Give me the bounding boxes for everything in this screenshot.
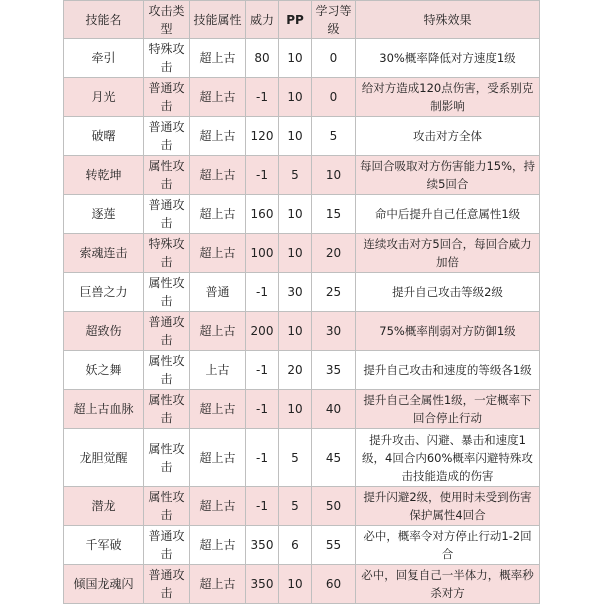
cell-special-effect: 提升自己攻击等级2级 bbox=[356, 273, 540, 312]
cell-pp: 6 bbox=[279, 526, 312, 565]
header-pp: PP bbox=[279, 1, 312, 39]
cell-power: 200 bbox=[246, 312, 279, 351]
cell-skill-name: 转乾坤 bbox=[64, 156, 144, 195]
cell-learn-level: 5 bbox=[312, 117, 356, 156]
cell-skill-name: 潜龙 bbox=[64, 487, 144, 526]
table-header-row bbox=[64, 1, 540, 39]
table-row bbox=[64, 117, 540, 156]
cell-learn-level: 60 bbox=[312, 565, 356, 604]
cell-skill-attribute: 超上古 bbox=[190, 117, 246, 156]
cell-special-effect: 攻击对方全体 bbox=[356, 117, 540, 156]
cell-special-effect: 连续攻击对方5回合，每回合威力加倍 bbox=[356, 234, 540, 273]
cell-learn-level: 30 bbox=[312, 312, 356, 351]
cell-attack-type: 属性攻击 bbox=[144, 273, 190, 312]
cell-pp: 5 bbox=[279, 487, 312, 526]
cell-skill-attribute: 超上古 bbox=[190, 390, 246, 429]
cell-power: -1 bbox=[246, 78, 279, 117]
table-row bbox=[64, 526, 540, 565]
cell-skill-attribute: 超上古 bbox=[190, 195, 246, 234]
cell-power: 80 bbox=[246, 39, 279, 78]
cell-special-effect: 必中，概率令对方停止行动1-2回合 bbox=[356, 526, 540, 565]
cell-attack-type: 属性攻击 bbox=[144, 487, 190, 526]
cell-power: -1 bbox=[246, 351, 279, 390]
skill-table-container bbox=[63, 0, 539, 604]
cell-skill-attribute: 超上古 bbox=[190, 312, 246, 351]
cell-attack-type: 属性攻击 bbox=[144, 429, 190, 487]
cell-special-effect: 必中，回复自己一半体力，概率秒杀对方 bbox=[356, 565, 540, 604]
cell-skill-name: 破曙 bbox=[64, 117, 144, 156]
cell-pp: 5 bbox=[279, 429, 312, 487]
header-attack-type: 攻击类型 bbox=[144, 1, 190, 39]
table-body bbox=[64, 39, 540, 604]
cell-learn-level: 0 bbox=[312, 78, 356, 117]
cell-skill-name: 千军破 bbox=[64, 526, 144, 565]
cell-power: 100 bbox=[246, 234, 279, 273]
cell-pp: 20 bbox=[279, 351, 312, 390]
cell-attack-type: 普通攻击 bbox=[144, 78, 190, 117]
cell-skill-name: 牵引 bbox=[64, 39, 144, 78]
table-row bbox=[64, 487, 540, 526]
cell-skill-name: 妖之舞 bbox=[64, 351, 144, 390]
cell-pp: 10 bbox=[279, 117, 312, 156]
cell-learn-level: 45 bbox=[312, 429, 356, 487]
skill-table bbox=[63, 0, 540, 604]
cell-attack-type: 特殊攻击 bbox=[144, 39, 190, 78]
header-skill-attribute: 技能属性 bbox=[190, 1, 246, 39]
cell-power: 160 bbox=[246, 195, 279, 234]
cell-learn-level: 20 bbox=[312, 234, 356, 273]
cell-special-effect: 75%概率削弱对方防御1级 bbox=[356, 312, 540, 351]
cell-pp: 10 bbox=[279, 565, 312, 604]
cell-power: 350 bbox=[246, 526, 279, 565]
cell-attack-type: 普通攻击 bbox=[144, 565, 190, 604]
cell-power: 350 bbox=[246, 565, 279, 604]
cell-skill-attribute: 普通 bbox=[190, 273, 246, 312]
table-row bbox=[64, 78, 540, 117]
cell-learn-level: 55 bbox=[312, 526, 356, 565]
cell-pp: 10 bbox=[279, 390, 312, 429]
cell-special-effect: 提升闪避2级，使用时未受到伤害保护属性4回合 bbox=[356, 487, 540, 526]
cell-skill-name: 月光 bbox=[64, 78, 144, 117]
cell-skill-attribute: 上古 bbox=[190, 351, 246, 390]
cell-special-effect: 提升攻击、闪避、暴击和速度1级，4回合内60%概率闪避特殊攻击技能造成的伤害 bbox=[356, 429, 540, 487]
header-power: 威力 bbox=[246, 1, 279, 39]
cell-attack-type: 普通攻击 bbox=[144, 312, 190, 351]
table-row bbox=[64, 390, 540, 429]
table-row bbox=[64, 565, 540, 604]
cell-skill-attribute: 超上古 bbox=[190, 526, 246, 565]
cell-pp: 10 bbox=[279, 234, 312, 273]
cell-special-effect: 30%概率降低对方速度1级 bbox=[356, 39, 540, 78]
table-row bbox=[64, 312, 540, 351]
cell-special-effect: 给对方造成120点伤害，受系别克制影响 bbox=[356, 78, 540, 117]
cell-special-effect: 提升自己攻击和速度的等级各1级 bbox=[356, 351, 540, 390]
cell-skill-attribute: 超上古 bbox=[190, 234, 246, 273]
table-row bbox=[64, 273, 540, 312]
cell-skill-name: 超致伤 bbox=[64, 312, 144, 351]
cell-pp: 10 bbox=[279, 195, 312, 234]
cell-power: -1 bbox=[246, 273, 279, 312]
cell-learn-level: 35 bbox=[312, 351, 356, 390]
cell-attack-type: 普通攻击 bbox=[144, 117, 190, 156]
cell-power: -1 bbox=[246, 429, 279, 487]
cell-attack-type: 普通攻击 bbox=[144, 526, 190, 565]
table-row bbox=[64, 234, 540, 273]
cell-power: -1 bbox=[246, 487, 279, 526]
table-row bbox=[64, 156, 540, 195]
cell-power: 120 bbox=[246, 117, 279, 156]
cell-learn-level: 50 bbox=[312, 487, 356, 526]
cell-attack-type: 特殊攻击 bbox=[144, 234, 190, 273]
cell-skill-name: 巨兽之力 bbox=[64, 273, 144, 312]
table-row bbox=[64, 351, 540, 390]
cell-learn-level: 0 bbox=[312, 39, 356, 78]
cell-skill-name: 龙胆觉醒 bbox=[64, 429, 144, 487]
cell-skill-attribute: 超上古 bbox=[190, 39, 246, 78]
cell-skill-attribute: 超上古 bbox=[190, 565, 246, 604]
cell-pp: 10 bbox=[279, 39, 312, 78]
table-row bbox=[64, 429, 540, 487]
cell-pp: 10 bbox=[279, 312, 312, 351]
cell-power: -1 bbox=[246, 390, 279, 429]
cell-attack-type: 属性攻击 bbox=[144, 351, 190, 390]
cell-special-effect: 提升自己全属性1级，一定概率下回合停止行动 bbox=[356, 390, 540, 429]
cell-pp: 5 bbox=[279, 156, 312, 195]
table-row bbox=[64, 39, 540, 78]
cell-attack-type: 属性攻击 bbox=[144, 390, 190, 429]
cell-learn-level: 15 bbox=[312, 195, 356, 234]
cell-skill-attribute: 超上古 bbox=[190, 429, 246, 487]
cell-learn-level: 10 bbox=[312, 156, 356, 195]
header-learn-level: 学习等级 bbox=[312, 1, 356, 39]
cell-learn-level: 25 bbox=[312, 273, 356, 312]
cell-special-effect: 命中后提升自己任意属性1级 bbox=[356, 195, 540, 234]
cell-skill-name: 倾国龙魂闪 bbox=[64, 565, 144, 604]
cell-attack-type: 普通攻击 bbox=[144, 195, 190, 234]
cell-attack-type: 属性攻击 bbox=[144, 156, 190, 195]
cell-skill-name: 超上古血脉 bbox=[64, 390, 144, 429]
header-special-effect: 特殊效果 bbox=[356, 1, 540, 39]
cell-pp: 10 bbox=[279, 78, 312, 117]
cell-skill-name: 逐莲 bbox=[64, 195, 144, 234]
table-row bbox=[64, 195, 540, 234]
cell-special-effect: 每回合吸取对方伤害能力15%，持续5回合 bbox=[356, 156, 540, 195]
cell-skill-attribute: 超上古 bbox=[190, 78, 246, 117]
cell-skill-name: 索魂连击 bbox=[64, 234, 144, 273]
cell-power: -1 bbox=[246, 156, 279, 195]
cell-skill-attribute: 超上古 bbox=[190, 156, 246, 195]
cell-learn-level: 40 bbox=[312, 390, 356, 429]
cell-skill-attribute: 超上古 bbox=[190, 487, 246, 526]
header-skill-name: 技能名 bbox=[64, 1, 144, 39]
cell-pp: 30 bbox=[279, 273, 312, 312]
